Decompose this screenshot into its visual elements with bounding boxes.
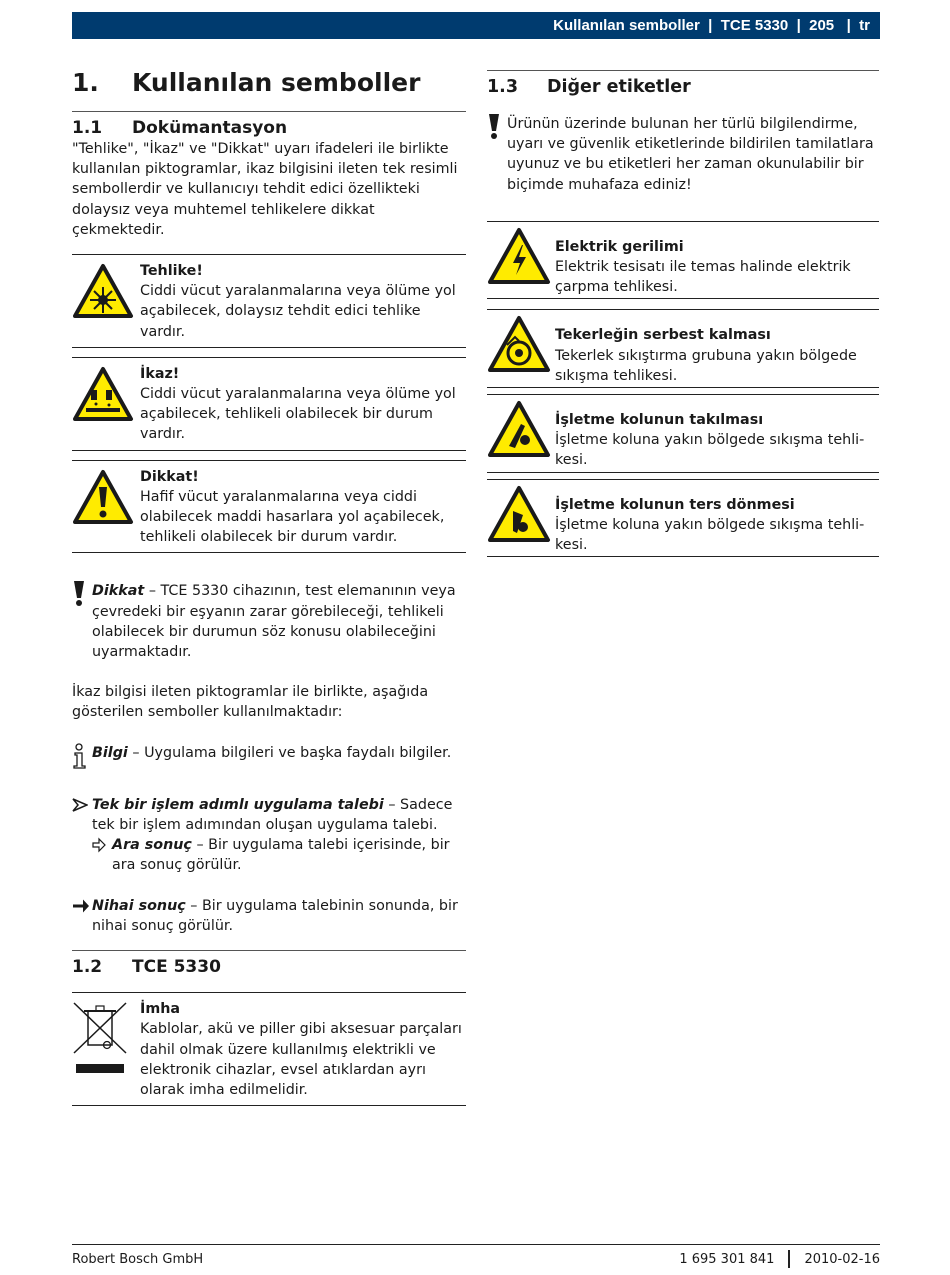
arrowhead-icon xyxy=(72,795,92,835)
final-label: Nihai sonuç xyxy=(92,897,186,914)
wheel-release-icon xyxy=(487,315,555,386)
final-symbol-row xyxy=(72,896,466,936)
section-heading-1-1 xyxy=(72,111,466,139)
disposal-title: İmha xyxy=(140,1001,181,1018)
warning-box-danger xyxy=(72,254,466,348)
other-labels-note xyxy=(487,114,879,195)
footer-docnum: 1 695 301 841 xyxy=(679,1251,775,1267)
interim-text: – Bir uygulama talebi içerisinde, bir ara sonuç görülür. xyxy=(112,837,450,874)
footer-company: Robert Bosch GmbH xyxy=(72,1252,204,1267)
section-title: Diğer etiketler xyxy=(547,77,691,97)
footer-separator xyxy=(788,1250,790,1268)
caution-text: – TCE 5330 cihazının, test elemanının veya çevredeki bir eşyanın zarar görebileceği, tehlikeli olabilecek bir durumun söz konusu olabileceğini uyarmaktadır. xyxy=(92,583,456,661)
right-column xyxy=(487,70,879,557)
left-column xyxy=(72,66,466,1106)
step-label: Tek bir işlem adımlı uygulama talebi xyxy=(92,796,384,813)
warning-title: Tehlike! xyxy=(140,263,203,280)
final-text: – Bir uygulama talebinin sonunda, bir nihai sonuç görülür. xyxy=(92,897,458,934)
disposal-box xyxy=(72,992,466,1106)
hollow-arrow-icon xyxy=(92,835,112,875)
label-text: İşletme koluna yakın bölgede sıkışma tehli-kesi. xyxy=(555,432,865,469)
label-text: İşletme koluna yakın bölgede sıkışma tehli-kesi. xyxy=(555,516,865,554)
warning-list xyxy=(72,254,466,553)
corrosive-warning-icon xyxy=(72,364,140,445)
section-number: 1.1 xyxy=(72,118,103,138)
section-title: Dokümantasyon xyxy=(132,118,288,138)
label-title: Tekerleğin serbest kalması xyxy=(555,327,771,344)
label-text: Elektrik tesisatı ile temas halinde elektrik çarpma tehlikesi. xyxy=(555,259,851,296)
section-heading-1-2 xyxy=(72,950,466,978)
label-title: İşletme kolunun ters dönmesi xyxy=(555,496,795,513)
warning-text: Ciddi vücut yaralanmalarına veya ölüme yol açabilecek, dolaysız tehdit edici tehlike vardır. xyxy=(140,283,456,340)
label-text: Tekerlek sıkıştırma grubuna yakın bölgede sıkışma tehlikesi. xyxy=(555,347,857,384)
header-text: Kullanılan semboller | TCE 5330 | 205 | tr xyxy=(553,17,870,34)
section-title: TCE 5330 xyxy=(132,957,221,978)
footer-right xyxy=(679,1250,880,1268)
section-heading-1-3 xyxy=(487,70,879,98)
lever-pinch-icon xyxy=(487,400,555,471)
section-number: 1.2 xyxy=(72,957,103,978)
interim-label: Ara sonuç xyxy=(112,837,192,854)
footer-date: 2010-02-16 xyxy=(804,1251,880,1267)
page-header-bar xyxy=(72,12,880,39)
section-number: 1.3 xyxy=(487,77,519,97)
step-symbol-row xyxy=(72,795,466,835)
chapter-heading xyxy=(72,66,466,100)
info-text: – Uygulama bilgileri ve başka faydalı bilgiler. xyxy=(127,744,452,761)
interim-symbol-row xyxy=(72,835,466,875)
exclamation-icon xyxy=(487,114,507,195)
info-symbol-row xyxy=(72,743,466,775)
step-text: – Sadece tek bir işlem adımından oluşan uygulama talebi. xyxy=(92,796,453,834)
symbols-intro: İkaz bilgisi ileten piktogramlar ile birlikte, aşağıda gösterilen semboller kullanılmaktadır: xyxy=(72,684,429,721)
caution-note xyxy=(72,581,466,662)
label-title: Elektrik gerilimi xyxy=(555,238,684,255)
warning-text: Hafif vücut yaralanmalarına veya ciddi olabilecek maddi hasarlara yol açabilecek, tehlikeli olabilecek bir durum vardır. xyxy=(140,488,445,546)
label-title: İşletme kolunun takılması xyxy=(555,412,764,429)
other-labels-intro: Ürünün üzerinde bulunan her türlü bilgilendirme, uyarı ve güvenlik etiketlerinde bildirilen tamilatlara uyunuz ve bu etiketleri her zaman okunulabilir bir biçimde muhafaza ediniz! xyxy=(507,116,874,193)
footer-divider xyxy=(72,1244,880,1245)
disposal-text: Kablolar, akü ve piller gibi aksesuar parçaları dahil olmak üzere kullanılmış elektrikli ve elektronik cihazlar, evsel atıklardan ayrı olarak imha edilmelidir. xyxy=(140,1021,462,1098)
warning-title: Dikkat! xyxy=(140,468,199,485)
warning-title: İkaz! xyxy=(140,365,180,382)
exclamation-icon xyxy=(72,581,92,662)
exclamation-warning-icon xyxy=(72,467,140,548)
documentation-intro: "Tehlike", "İkaz" ve "Dikkat" uyarı ifadeleri ile birlikte kullanılan piktogramlar, ikaz bilgisini ileten tek resimli sembollerdir ve kullanıcıyı tehdit edici özellikteki dolaysız veya muhtemel tehlikelere dikkat çekmektedir. xyxy=(72,141,458,238)
high-voltage-icon xyxy=(487,227,555,298)
label-box-lever xyxy=(487,394,879,473)
label-box-lever-reverse xyxy=(487,479,879,558)
info-icon xyxy=(72,743,92,775)
crossed-bin-icon xyxy=(72,999,140,1100)
label-box-wheel xyxy=(487,309,879,388)
warning-text: Ciddi vücut yaralanmalarına veya ölüme yol açabilecek, tehlikeli olabilecek bir durum vardır. xyxy=(140,386,456,443)
explosion-warning-icon xyxy=(72,261,140,342)
label-list xyxy=(487,221,879,557)
warning-box-warning xyxy=(72,357,466,451)
right-arrow-icon xyxy=(72,896,92,936)
chapter-number: 1. xyxy=(72,68,99,97)
caution-label: Dikkat xyxy=(92,583,145,600)
label-box-voltage xyxy=(487,221,879,300)
chapter-title: Kullanılan semboller xyxy=(132,68,421,97)
info-label: Bilgi xyxy=(92,744,128,761)
warning-box-caution xyxy=(72,460,466,554)
lever-reverse-icon xyxy=(487,485,555,556)
